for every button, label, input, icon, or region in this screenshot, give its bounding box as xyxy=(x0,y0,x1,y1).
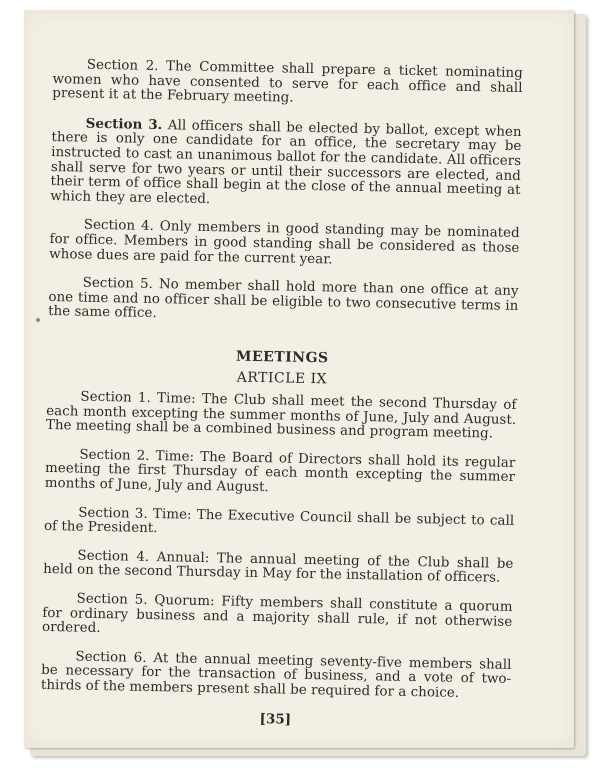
paragraph-meeting-3: Section 3. Time: The Executive Council shall be subject to call of the President. xyxy=(43,505,515,537)
paragraph-section-3: Section 3. All officers shall be elected by ballot, except when there is only one candidate for an office, the secretary may be instructed to cast an unanimous ballot for the candidate. All officers shall serve for two years or until their successors are elected, and their term of office shall begin at the close of the annual meeting at which they are elected. xyxy=(50,115,522,207)
paragraph-meeting-1: Section 1. Time: The Club shall meet the second Thursday of each month excepting the summer months of June, July and August. The meeting shall be a combined business and program meeting. xyxy=(45,389,517,442)
paragraph-section-4: Section 4. Only members in good standing may be nominated for office. Members in good standing shall be considered as those whose dues are paid for the current year. xyxy=(49,217,520,267)
paragraph-meeting-6: Section 6. At the annual meeting seventy-five members shall be necessary for the transaction of business, and a vote of two-thirds of the members present shall be required for a choice. xyxy=(40,649,512,701)
page-text xyxy=(40,58,523,731)
paragraph-meeting-4: Section 4. Annual: The annual meeting of the Club shall be held on the second Thursday in May for the installation of officers. xyxy=(43,548,514,587)
article-heading: ARTICLE IX xyxy=(236,369,328,387)
paragraph-section-2: Section 2. The Committee shall prepare a ticket nominating women who have consented to serve for each office and shall present it at the February meeting. xyxy=(52,57,523,106)
section-heading: MEETINGS xyxy=(235,348,329,367)
paragraph-section-5: Section 5. No member shall hold more than one office at any one time and no officer shall be eligible to two consecutive terms in the same office. xyxy=(47,275,519,322)
paragraph-meeting-5: Section 5. Quorum: Fifty members shall constitute a quorum for ordinary business and a majority shall rule, if not otherwise ordered. xyxy=(41,591,513,637)
page-number: [35] xyxy=(259,710,292,728)
paper-speck xyxy=(36,318,40,322)
paragraph-meeting-2: Section 2. Time: The Board of Directors shall hold its regular meeting the first Thursday of each month excepting the summer months of June, July and August. xyxy=(44,447,516,496)
